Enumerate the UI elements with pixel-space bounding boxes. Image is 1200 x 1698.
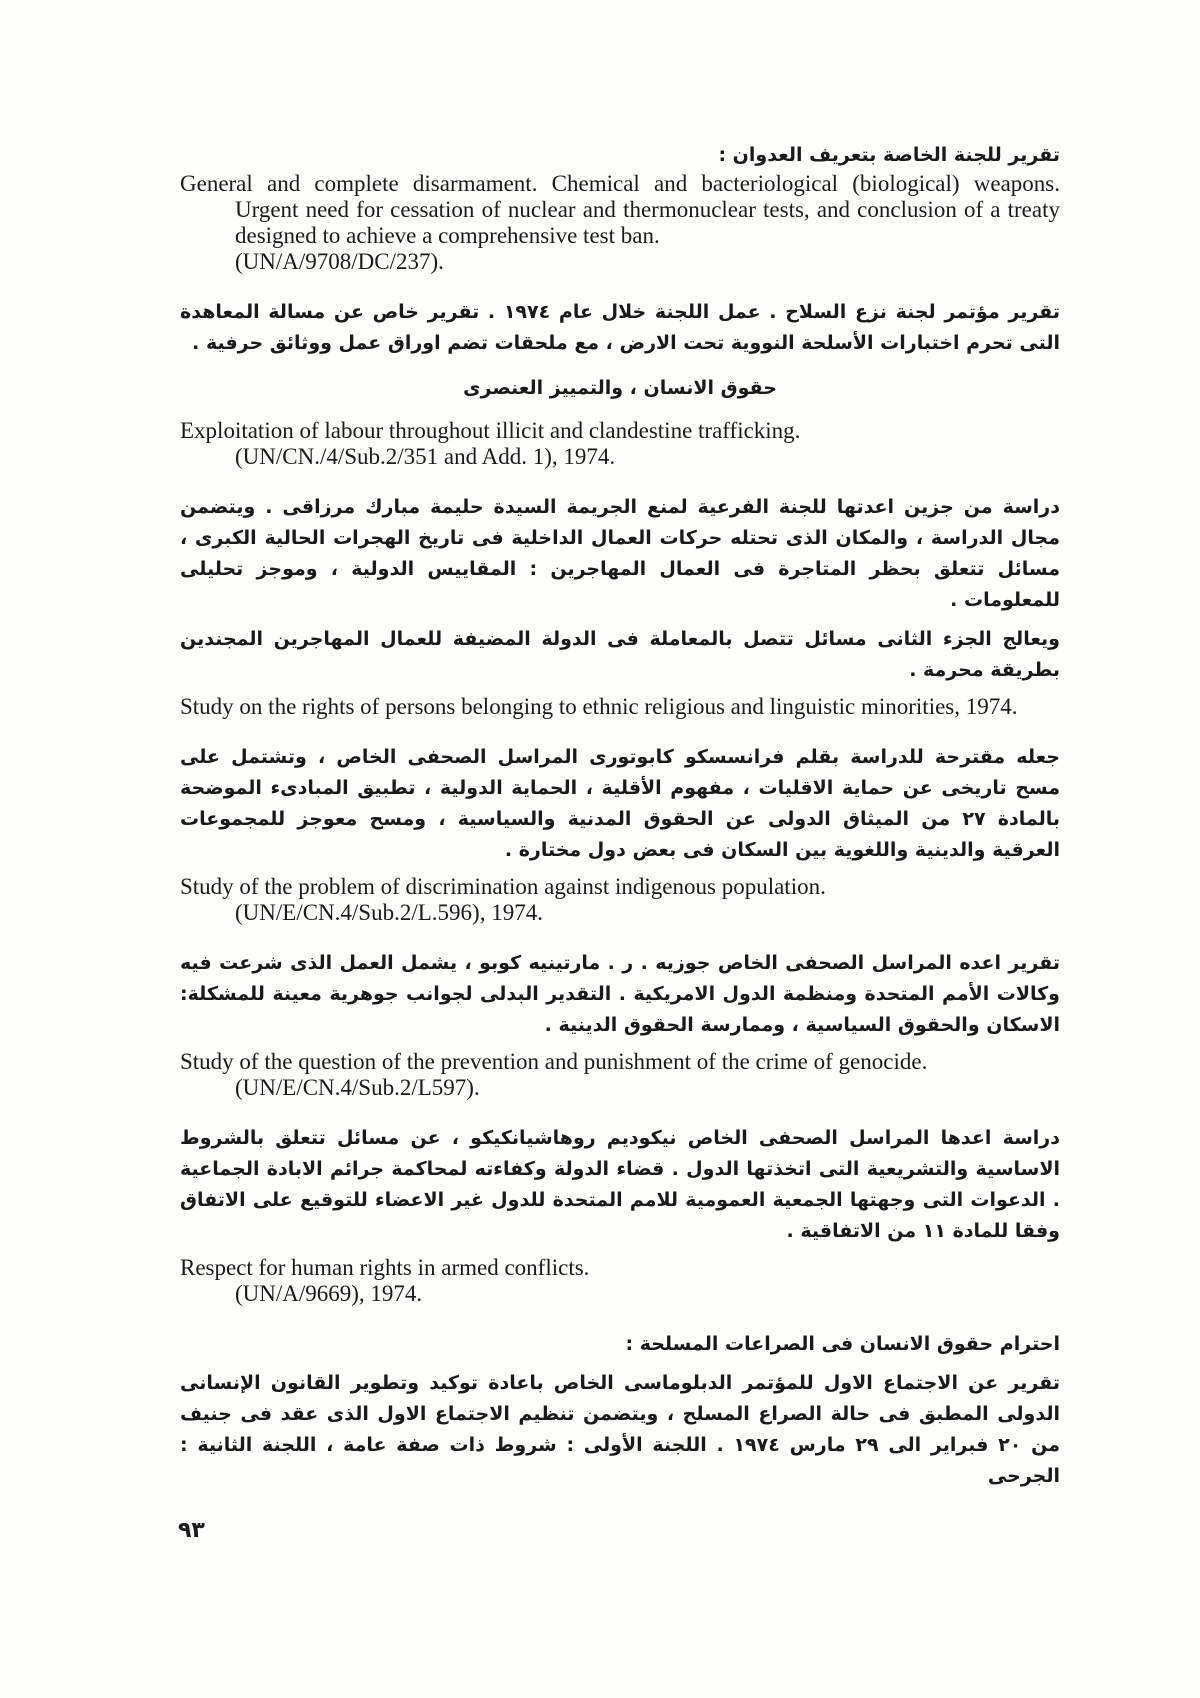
summary-labour-part-two: ويعالج الجزء الثانى مسائل تتصل بالمعاملة فى الدولة المضيفة للعمال المهاجرين المجندين بطريقة محرمة . [180,628,1060,681]
entry-indigenous [180,874,1060,926]
entry-minorities: Study on the rights of persons belonging to ethnic religious and linguistic minorities, 1974. [180,694,1018,719]
page-body [180,140,1060,1492]
entry-title: Exploitation of labour throughout illicit and clandestine trafficking. [180,418,801,443]
summary-disarmament: تقرير مؤتمر لجنة نزع السلاح . عمل اللجنة خلال عام ١٩٧٤ . تقرير خاص عن مسالة المعاهدة التى تحرم اختبارات الأسلحة النووية تحت الارض ، مع ملحقات تضم اوراق عمل ووثائق حرفية . [180,301,1060,354]
entry-disarmament [180,171,1060,275]
entry-armed-conflicts [180,1255,1060,1307]
summary-minorities: جعله مقترحة للدراسة بقلم فرانسسكو كابوتورى المراسل الصحفى الخاص ، وتشتمل على مسح تاريخى عن حماية الاقليات ، مفهوم الأقلية ، الحماية الدولية ، تطبيق المبادىء الموضحة بالمادة ٢٧ من الميثاق الدولى عن الحقوق المدنية والسياسية ، ومسح معوجز للمجموعات العرقية والدينية واللغوية بين السكان فى بعض دول مختارة . [180,746,1061,861]
entry-title: Study of the question of the prevention and punishment of the crime of genocide. [180,1049,928,1074]
entry-title: Respect for human rights in armed conflicts. [180,1255,590,1280]
summary-indigenous: تقرير اعده المراسل الصحفى الخاص جوزيه . ر . مارتينيه كوبو ، يشمل العمل الذى شرعت فيه وكالات الأمم المتحدة ومنظمة الدول الامريكية . التقدير البدلى لجوانب جوهرية معينة للمشكلة: الاسكان والحقوق السياسية ، وممارسة الحقوق الدينية . [180,952,1060,1036]
heading-armed-conflicts-ar: احترام حقوق الانسان فى الصراعات المسلحة : [625,1333,1060,1355]
entry-reference: (UN/A/9708/DC/237). [235,249,444,274]
entry-reference: (UN/CN./4/Sub.2/351 and Add. 1), 1974. [235,444,616,469]
entry-labour-exploitation [180,418,1060,470]
section-heading-human-rights: حقوق الانسان ، والتمييز العنصرى [463,377,777,399]
summary-armed-conflicts: تقرير عن الاجتماع الاول للمؤتمر الدبلوماسى الخاص باعادة توكيد وتطوير القانون الإنسانى الدولى المطبق فى حالة الصراع المسلح ، ويتضمن تنظيم الاجتماع الاول الذى عقد فى جنيف من ٢٠ فبراير الى ٢٩ مارس ١٩٧٤ . اللجنة الأولى : شروط ذات صفة عامة ، اللجنة الثانية : الجرحى [180,1372,1060,1487]
page-number: ٩٣ [178,1518,205,1543]
summary-labour-study: دراسة من جزين اعدتها للجنة الفرعية لمنع الجريمة السيدة حليمة مبارك مرزاقى . ويتضمن مجال الدراسة ، والمكان الذى تحتله حركات العمال الداخلية فى تاريخ الهجرات الحالية الكبرى ، مسائل تتعلق بحظر المتاجرة فى العمال المهاجرين : المقاييس الدولية ، وموجز تحليلى للمعلومات . [180,496,1060,611]
entry-reference: (UN/E/CN.4/Sub.2/L597). [235,1075,480,1100]
heading-aggression-report: تقرير للجنة الخاصة بتعريف العدوان : [718,144,1060,166]
entry-reference: (UN/A/9669), 1974. [235,1281,423,1306]
entry-title: Study of the problem of discrimination against indigenous population. [180,874,826,899]
entry-genocide [180,1049,1060,1101]
summary-genocide: دراسة اعدها المراسل الصحفى الخاص نيكوديم روهاشيانكيكو ، عن مسائل تتعلق بالشروط الاساسية والتشريعية التى اتخذتها الدول . قضاء الدولة وكفاءته لمحاكمة جرائم الابادة الجماعية . الدعوات التى وجهتها الجمعية العمومية للامم المتحدة للدول غير الاعضاء للتوقيع على الاتفاق وفقا للمادة ١١ من الاتفاقية . [180,1127,1060,1242]
entry-title: General and complete disarmament. Chemical and bacteriological (biological) weapons. Urgent need for cessation of nuclear and thermonuclear tests, and conclusion of a treaty designed to achieve a comprehensive test ban. [180,171,1060,248]
entry-reference: (UN/E/CN.4/Sub.2/L.596), 1974. [235,900,543,925]
